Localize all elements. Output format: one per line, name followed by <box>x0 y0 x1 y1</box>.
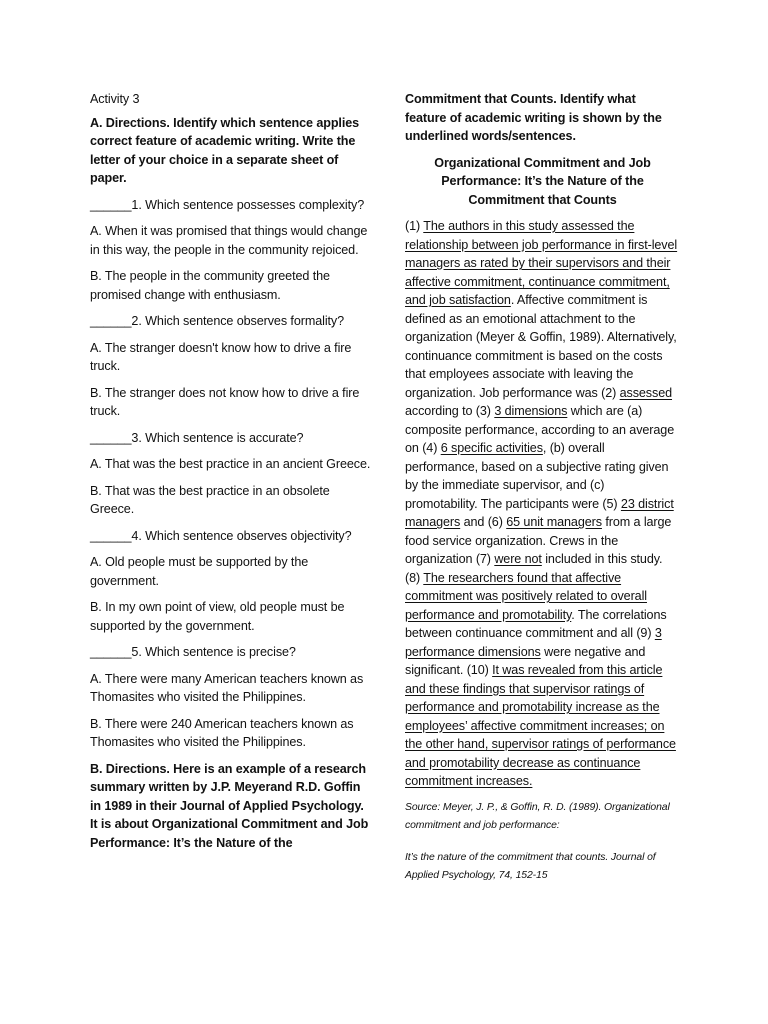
question-3-prompt: ______3. Which sentence is accurate? <box>90 430 304 445</box>
question-5-option-b: B. There were 240 American teachers known as Thomasites who visited the Philippines. <box>90 716 354 749</box>
source-citation-2: It’s the nature of the commitment that counts. Journal of Applied Psychology, 74, 152-15 <box>405 851 656 881</box>
underlined-text-10: It was revealed from this article and these findings that supervisor ratings of performance and promotability increase as the employees’ affective commitment increases; on the other hand, supervisor ratings of performance and promotability decrease as continuance commitment increases. <box>405 663 676 788</box>
underlined-text-4: 6 specific activities <box>440 441 543 455</box>
question-1-prompt: ______1. Which sentence possesses complexity? <box>90 197 365 212</box>
question-2-option-b: B. The stranger does not know how to drive a fire truck. <box>90 385 360 418</box>
question-4-prompt: ______4. Which sentence observes objectivity? <box>90 528 352 543</box>
body-text: were negative and significant. (10) <box>405 644 646 677</box>
body-text: . The correlations between continuance commitment and all (9) <box>405 607 667 640</box>
left-column <box>90 90 372 860</box>
body-text: , (b) overall performance, based on a subjective rating given by the immediate supervisor, and (c) promotability. The participants were (5) <box>405 441 669 511</box>
body-text: and (6) <box>460 515 507 529</box>
body-text: which are (a) composite performance, according to an average on (4) <box>405 404 675 455</box>
underlined-text-1: The authors in this study assessed the relationship between job performance in first-level managers as rated by their supervisors and their affective commitment, continuance commitment, and job satisfaction <box>405 219 678 307</box>
directions-continuation: Commitment that Counts. Identify what feature of academic writing is shown by the underlined words/sentences. <box>405 92 662 143</box>
underlined-text-8: The researchers found that affective commitment was positively related to overall performance and promotability <box>405 570 647 622</box>
article-body <box>405 217 680 791</box>
underlined-text-7: were not <box>494 552 542 566</box>
body-text: . Affective commitment is defined as an emotional attachment to the organization (Meyer & Goffin, 1989). Alternatively, continuance commitment is based on the costs that employees associate with leaving the organization. Job performance was (2) <box>405 293 677 400</box>
source-citation-1: Source: Meyer, J. P., & Goffin, R. D. (1989). Organizational commitment and job performance: <box>405 801 670 831</box>
underlined-text-9: 3 performance dimensions <box>405 626 662 659</box>
underlined-text-5: 23 district managers <box>405 496 674 529</box>
body-text: according to (3) <box>405 404 495 418</box>
question-3-option-b: B. That was the best practice in an obsolete Greece. <box>90 483 330 516</box>
question-4-option-b: B. In my own point of view, old people must be supported by the government. <box>90 600 345 633</box>
directions-b: B. Directions. Here is an example of a research summary written by J.P. Meyerand R.D. Goffin in 1989 in their Journal of Applied Psychology. It is about Organizational Commitment and Job Performance: It’s the Nature of the <box>90 761 369 850</box>
question-3-option-a: A. That was the best practice in an ancient Greece. <box>90 457 371 471</box>
question-5-prompt: ______5. Which sentence is precise? <box>90 645 296 659</box>
article-title: Organizational Commitment and Job Performance: It’s the Nature of the Commitment that Counts <box>434 155 651 207</box>
body-text: from a large food service organization. Crews in the organization (7) <box>405 515 672 566</box>
activity-title: Activity 3 <box>90 92 140 106</box>
underlined-text-6: 65 unit managers <box>506 515 602 529</box>
right-column <box>405 90 680 899</box>
sentence-number: (1) <box>405 219 424 233</box>
question-1-option-b: B. The people in the community greeted the promised change with enthusiasm. <box>90 269 330 302</box>
question-1-option-a: A. When it was promised that things would change in this way, the people in the community rejoiced. <box>90 224 368 257</box>
question-5-option-a: A. There were many American teachers known as Thomasites who visited the Philippines. <box>90 671 364 704</box>
question-2-option-a: A. The stranger doesn't know how to drive a fire truck. <box>90 340 352 373</box>
question-4-option-a: A. Old people must be supported by the government. <box>90 555 309 588</box>
body-text: included in this study. (8) <box>405 552 663 585</box>
underlined-text-3: 3 dimensions <box>494 404 568 418</box>
directions-a: A. Directions. Identify which sentence applies correct feature of academic writing. Write the letter of your choice in a separate sheet of paper. <box>90 115 360 185</box>
question-2-prompt: ______2. Which sentence observes formality? <box>90 314 345 328</box>
underlined-text-2: assessed <box>619 385 673 400</box>
